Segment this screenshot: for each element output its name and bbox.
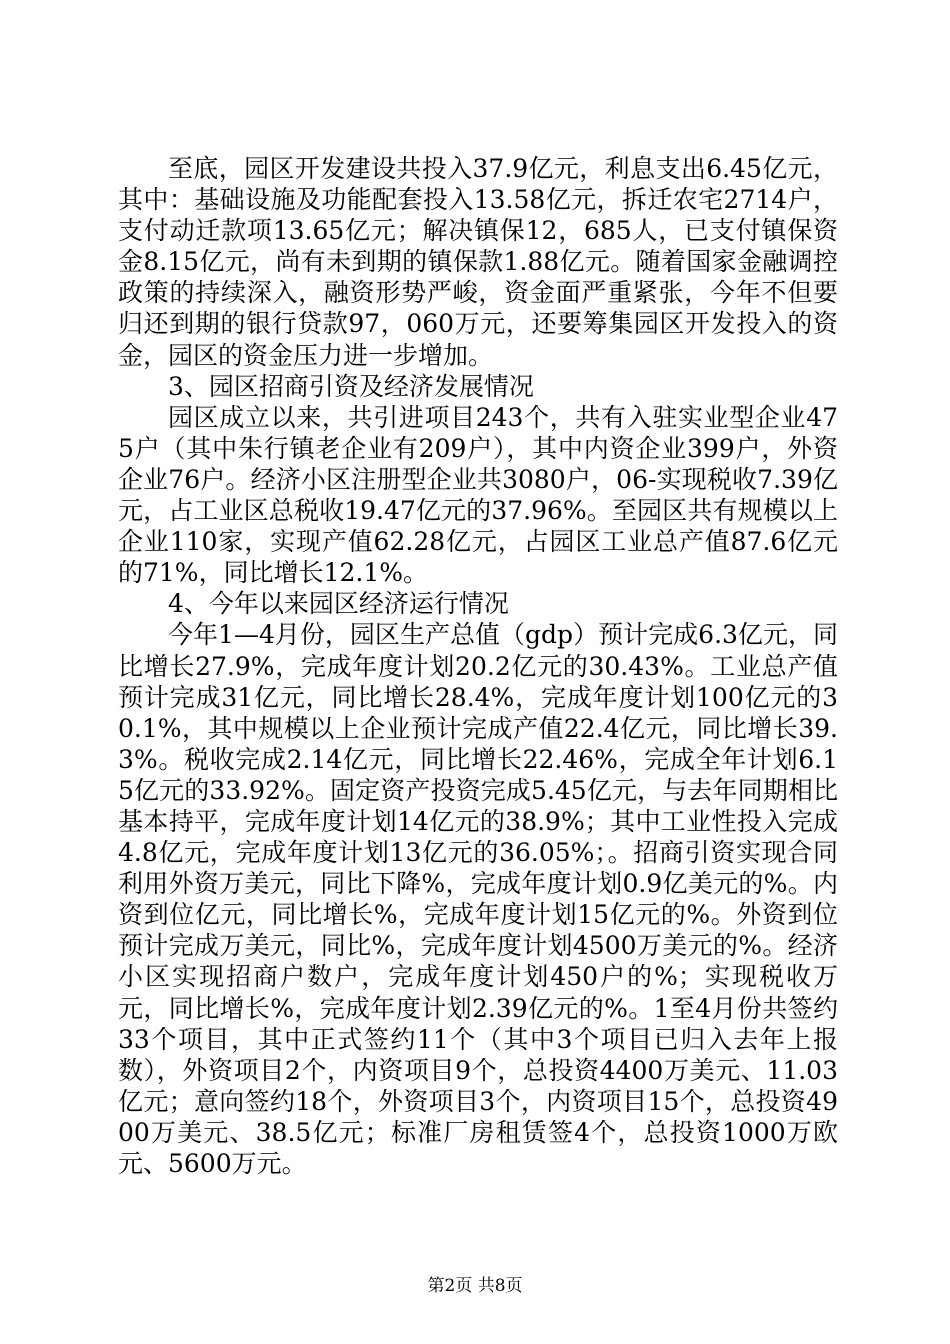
paragraph-funding: 至底，园区开发建设共投入37.9亿元，利息支出6.45亿元，其中：基础设施及功能配套投入13.58亿元，拆迁农宅2714户，支付动迁款项13.65亿元；解决镇保12，685人，已支付镇保资金8.15亿元，尚有未到期的镇保款1.88亿元。随着国家金融调控政策的持续深入，融资形势严峻，资金面严重紧张，今年不但要归还到期的银行贷款97，060万元，还要筹集园区开发投入的资金，园区的资金压力进一步增加。 (118, 154, 838, 370)
paragraph-operations: 今年1—4月份，园区生产总值（gdp）预计完成6.3亿元，同比增长27.9%，完成年度计划20.2亿元的30.43%。工业总产值预计完成31亿元，同比增长28.4%，完成年度计划100亿元的30.1%，其中规模以上企业预计完成产值22.4亿元，同比增长39.3%。税收完成2.14亿元，同比增长22.46%，完成全年计划6.15亿元的33.92%。固定资产投资完成5.45亿元，与去年同期相比基本持平，完成年度计划14亿元的38.9%；其中工业性投入完成4.8亿元，完成年度计划13亿元的36.05%；。招商引资实现合同利用外资万美元，同比下降%，完成年度计划0.9亿美元的%。内资到位亿元，同比增长%，完成年度计划15亿元的%。外资到位预计完成万美元，同比%，完成年度计划4500万美元的%。经济小区实现招商户数户，完成年度计划450户的%；实现税收万元，同比增长%，完成年度计划2.39亿元的%。1至4月份共签约33个项目，其中正式签约11个（其中3个项目已归入去年上报数），外资项目2个，内资项目9个，总投资4400万美元、11.03亿元；意向签约18个，外资项目3个，内资项目15个，总投资4900万美元、38.5亿元；标准厂房租赁签4个，总投资1000万欧元、5600万元。 (118, 620, 838, 1178)
document-body (118, 153, 838, 1179)
page-number-footer: 第2页 共8页 (427, 1276, 523, 1296)
section-heading-operations: 4、今年以来园区经济运行情况 (168, 589, 509, 619)
section-heading-investment: 3、园区招商引资及经济发展情况 (168, 371, 534, 401)
paragraph-investment: 园区成立以来，共引进项目243个，共有入驻实业型企业475户（其中朱行镇老企业有209户），其中内资企业399户，外资企业76户。经济小区注册型企业共3080户，06-实现税收7.39亿元，占工业区总税收19.47亿元的37.96%。至园区共有规模以上企业110家，实现产值62.28亿元，占园区工业总产值87.6亿元的71%，同比增长12.1%。 (118, 402, 838, 588)
